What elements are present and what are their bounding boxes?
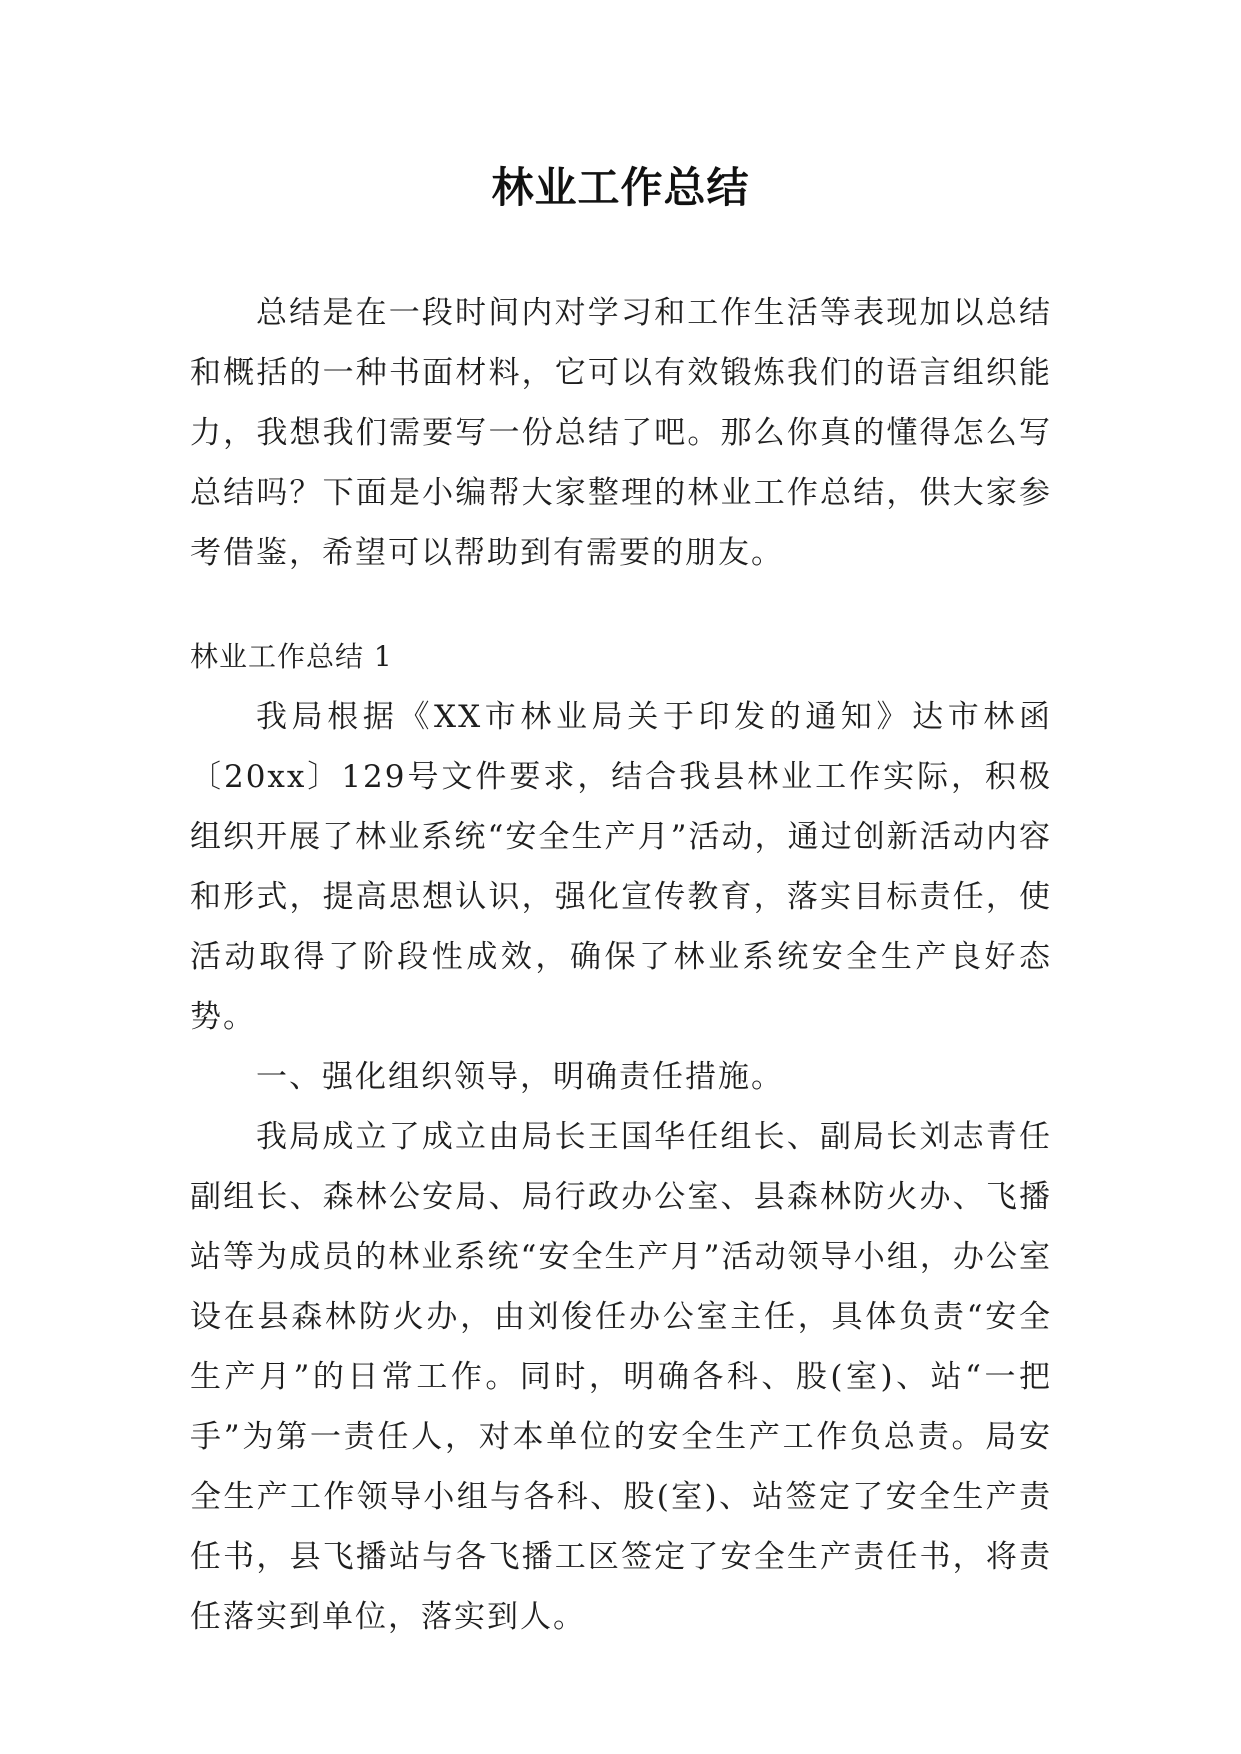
body-paragraph: 我局根据《XX市林业局关于印发的通知》达市林函〔20xx〕129号文件要求，结合我县林业工作实际，积极组织开展了林业系统“安全生产月”活动，通过创新活动内容和形式，提高思想认识，强化宣传教育，落实目标责任，使活动取得了阶段性成效，确保了林业系统安全生产良好态势。: [190, 699, 1052, 1035]
document-title: 林业工作总结: [491, 163, 750, 212]
document-body: [190, 283, 1052, 1647]
subheading-paragraph: 一、强化组织领导，明确责任措施。: [256, 1059, 784, 1095]
body-paragraph: 我局成立了成立由局长王国华任组长、副局长刘志青任副组长、森林公安局、局行政办公室、县森林防火办、飞播站等为成员的林业系统“安全生产月”活动领导小组，办公室设在县森林防火办，由刘俊任办公室主任，具体负责“安全生产月”的日常工作。同时，明确各科、股(室)、站“一把手”为第一责任人，对本单位的安全生产工作负总责。局安全生产工作领导小组与各科、股(室)、站签定了安全生产责任书，县飞播站与各飞播工区签定了安全生产责任书，将责任落实到单位，落实到人。: [190, 1119, 1052, 1635]
section-heading: 林业工作总结 1: [190, 640, 393, 673]
intro-paragraph: 总结是在一段时间内对学习和工作生活等表现加以总结和概括的一种书面材料，它可以有效锻炼我们的语言组织能力，我想我们需要写一份总结了吧。那么你真的懂得怎么写总结吗？下面是小编帮大家整理的林业工作总结，供大家参考借鉴，希望可以帮助到有需要的朋友。: [190, 295, 1052, 571]
